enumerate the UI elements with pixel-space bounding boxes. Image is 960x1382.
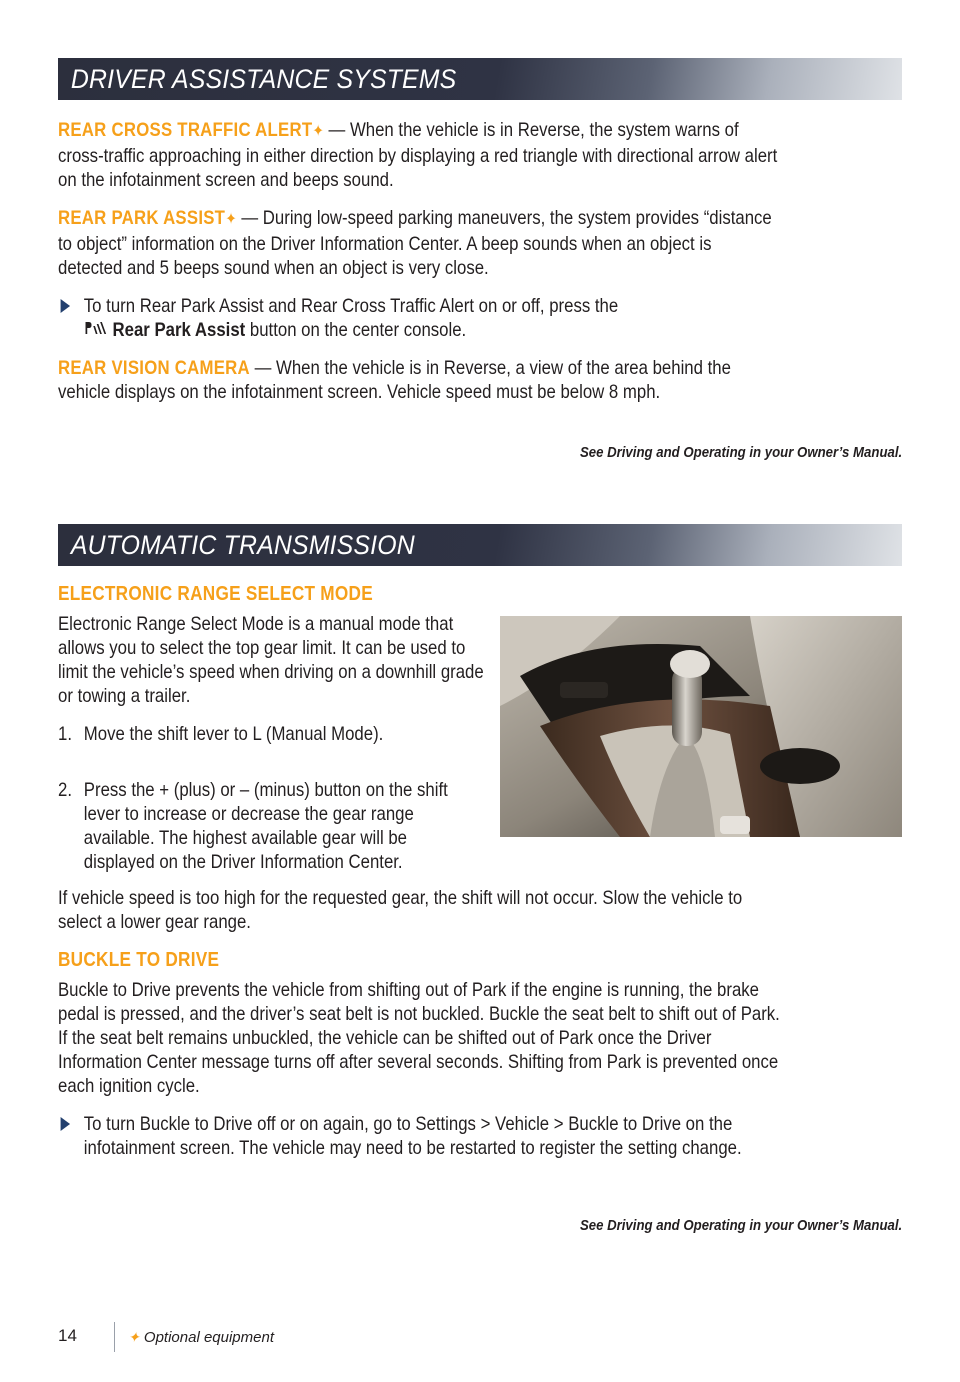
- see-also-note: See Driving and Operating in your Owner’s Manual.: [579, 1217, 902, 1234]
- optional-equipment-label: Optional equipment: [143, 1329, 274, 1346]
- step-text: [84, 778, 514, 874]
- ers-note-block: [58, 886, 780, 1174]
- bullet-arrow-icon: [61, 1117, 70, 1131]
- page-number: 14: [58, 1326, 77, 1345]
- ers-note: If vehicle speed is too high for the requested gear, the shift will not occur. Slow the vehicle to select a lower gear range.: [58, 887, 743, 933]
- footer-divider: [114, 1322, 115, 1352]
- step-item: [58, 778, 514, 874]
- optional-equipment-note: [128, 1329, 274, 1346]
- ers-column: [58, 582, 488, 756]
- btd-bullet: [58, 1112, 780, 1160]
- step-text: Move the shift lever to L (Manual Mode).: [83, 723, 384, 745]
- ers-intro: Electronic Range Select Mode is a manual mode that allows you to select the top gear limit. It can be used to limit the vehicle’s speed when driving on a downhill grade or towing a trailer.: [58, 613, 484, 707]
- see-also-note: See Driving and Operating in your Owner’s Manual.: [579, 444, 902, 461]
- step-text-part: Press the + (plus) or – (minus) button on the shift lever to increase or decrease the gear range available. The highest available gear will be displayed on the Driver Information Center.: [83, 779, 448, 873]
- rcta-paragraph: [58, 118, 780, 192]
- step-number: 1.: [58, 723, 72, 745]
- ers-step-2: [58, 778, 488, 884]
- step-item: [58, 722, 488, 746]
- rvc-paragraph: [58, 356, 780, 404]
- section-banner-driver-assistance: [58, 58, 902, 100]
- optional-marker-icon: ✦: [128, 1329, 140, 1345]
- bullet-text-after: button on the center console.: [245, 319, 467, 341]
- rear-park-assist-button-name: Rear Park Assist: [112, 319, 246, 341]
- rcta-keyword: REAR CROSS TRAFFIC ALERT: [58, 119, 313, 141]
- rpa-bullet: [58, 294, 780, 342]
- rvc-text: — When the vehicle is in Reverse, a view of the area behind the vehicle displays on the infotainment screen. Vehicle speed must be below 8 mph.: [58, 357, 731, 403]
- section-title: AUTOMATIC TRANSMISSION: [70, 530, 415, 560]
- gear-shifter-photo: [500, 616, 902, 837]
- driver-assistance-body: [58, 118, 780, 418]
- gear-shifter-illustration: [500, 616, 902, 837]
- rvc-keyword: REAR VISION CAMERA: [58, 357, 250, 379]
- btd-heading: BUCKLE TO DRIVE: [58, 949, 220, 971]
- rear-park-assist-icon: [84, 320, 108, 338]
- section-banner-automatic-transmission: [58, 524, 902, 566]
- rpa-text: — During low-speed parking maneuvers, the system provides “distance to object” information on the Driver Information Center. A beep sounds when an object is detected and 5 beeps sound when an object is very close.: [58, 207, 772, 279]
- ers-heading: ELECTRONIC RANGE SELECT MODE: [58, 583, 373, 605]
- step-number: 2.: [58, 779, 72, 801]
- optional-marker-icon: ✦: [225, 211, 237, 228]
- rpa-paragraph: [58, 206, 780, 280]
- btd-bullet-text: To turn Buckle to Drive off or on again, go to Settings > Vehicle > Buckle to Drive on the infotainment screen. The vehicle may need to be restarted to register the setting change.: [83, 1113, 742, 1159]
- optional-marker-icon: ✦: [312, 123, 324, 140]
- rcta-text: — When the vehicle is in Reverse, the system warns of cross-traffic approaching in either direction by displaying a red triangle with directional arrow alert on the infotainment screen and beeps sound.: [58, 119, 778, 191]
- bullet-text-before: To turn Rear Park Assist and Rear Cross Traffic Alert on or off, press the: [83, 295, 619, 317]
- btd-text: Buckle to Drive prevents the vehicle from shifting out of Park if the engine is running, the brake pedal is pressed, and the driver’s seat belt is not buckled. Buckle the seat belt to shift out of Park. If the seat belt remains unbuckled, the vehicle can be shifted out of Park once the Driver Information Center message turns off after several seconds. Shifting from Park is prevented once each ignition cycle.: [58, 979, 780, 1097]
- rpa-keyword: REAR PARK ASSIST: [58, 207, 226, 229]
- section-title: DRIVER ASSISTANCE SYSTEMS: [70, 64, 457, 94]
- bullet-arrow-icon: [61, 299, 70, 313]
